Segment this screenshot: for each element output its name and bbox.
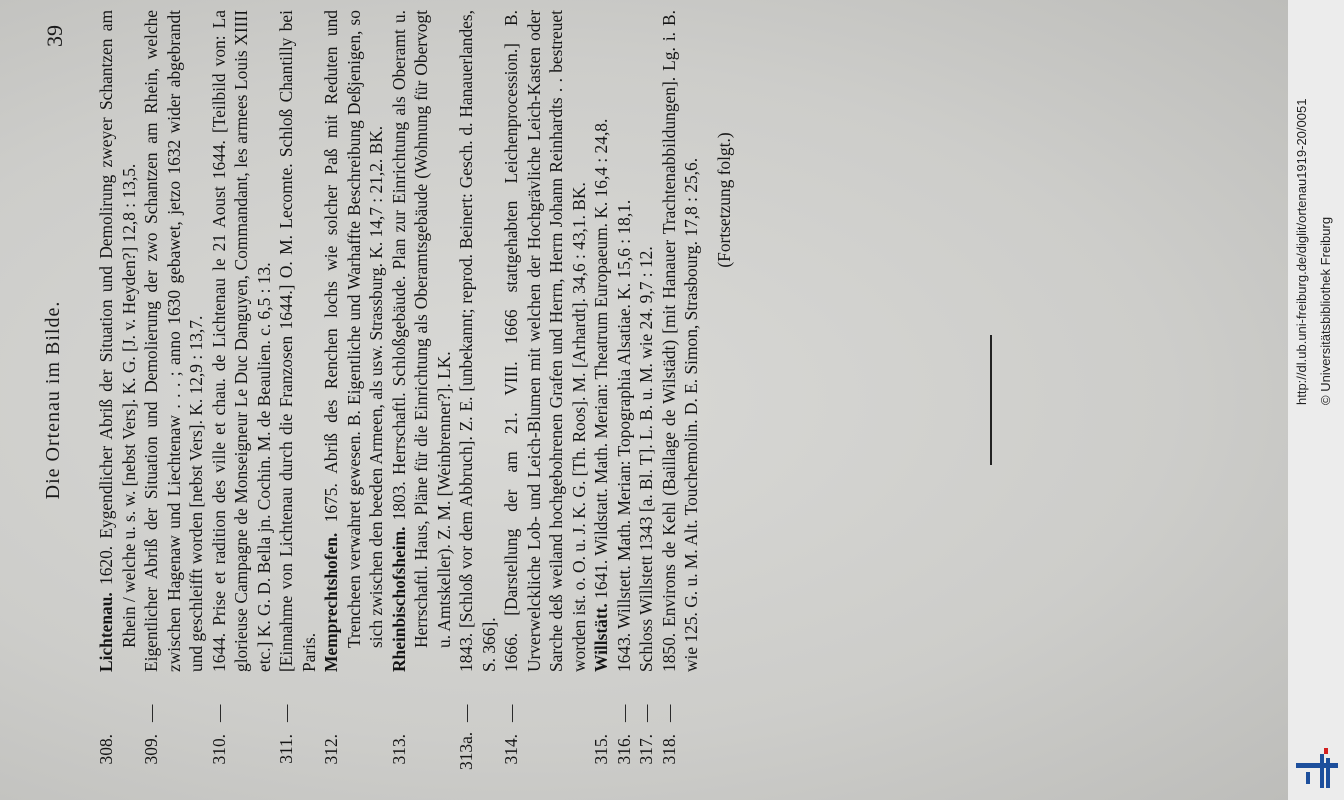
entry-text [95, 10, 140, 672]
entry-number: 313a. [456, 731, 476, 770]
page-header [42, 0, 82, 800]
catalog-entry [208, 10, 276, 770]
entry-text [275, 10, 320, 672]
entry-description: Eigentlicher Abriß der Situation und Demolierung der zwo Schantzen am Rhein, welche zwischen Hagenaw und Liechtenaw . . . ; anno 1630 gebawet, jetzo 1632 wider abgebrandt und geschleifft worden [nebst Vers]. K. 12,9 : 13,7. [141, 10, 206, 672]
catalog-entry [275, 10, 320, 770]
entry-text [208, 10, 276, 672]
library-logo-icon [1296, 748, 1338, 790]
entry-text [613, 10, 636, 672]
entry-text [500, 10, 590, 672]
entry-number: 311. [276, 734, 296, 764]
entry-text [388, 9, 456, 672]
entry-description: 1666. [Darstellung der am 21. VIII. 1666 stattgehabten Leichenprocession.] B. Urverwelckliche Lob- und Leich-Blumen mit welchen der Hochgrävliche Leich-Kasten oder Sarche deß weiland hochgebohrenen Grafen und Herrn, Herrn Johann Reinhardts . . bestreuet worden ist. o. O. u. J. K. G. [Th. Roos]. M. [Arhardt]. 34,6 : 43,1. BK. [501, 10, 589, 672]
place-name: Lichtenau. [96, 592, 116, 672]
entry-number: 316. [613, 734, 634, 765]
catalog-entry [590, 10, 613, 770]
entry-dash: — [613, 704, 634, 722]
entry-description: Schloss Willstett 1343 [a. Bl. T]. L. B. u. M. wie 24. 9,7 : 12. [636, 246, 656, 672]
entry-dash: — [208, 704, 229, 722]
source-url[interactable]: http://dl.ub.uni-freiburg.de/diglit/ortenau1919-20/0051 [1294, 98, 1309, 405]
entry-number: 309. [141, 734, 161, 765]
entry-description: 1803. Herrschaftl. Schloßgebäude. Plan zur Einrichtung als Oberamt u. Herrschaftl. Haus, Pläne für die Einrichtung als Oberamtsgebäude (Wohnung für Obervogt u. Amtskeller). Z. M. [Weinbrenner?]. LK. [388, 9, 454, 648]
page-number: 39 [42, 25, 67, 47]
continuation-note: (Fortsetzung folgt.) [713, 132, 734, 268]
entry-description: 1641. Wildstatt. Math. Merian: Theatrum Europaeum. K. 16,4 : 24,8. [591, 118, 611, 599]
place-name: Rheinbischofsheim. [388, 526, 409, 672]
entry-text [320, 10, 388, 672]
entry-description: 1620. Eygendlicher Abriß der Situation und Demolirung zweyer Schantzen am Rhein / welche u. s. w. [nebst Vers]. K. G. [J. v. Heyden?] 12,8 : 13,5. [96, 10, 139, 648]
entry-description: 1644. Prise et radition des ville et chau. de Lichtenau le 21 Aoust 1644. [Teilbild von: La glorieuse Campagne de Monseigneur Le Duc Danguyen, Commandant, les armees Louis XIIII etc.] K. G. D. Bella jn. Cochin. M. de Beaulien. c. 6,5 : 13. [208, 10, 274, 672]
catalog-entries [95, 10, 735, 770]
catalog-entry [658, 10, 703, 770]
entry-description: 1643. Willstett. Math. Merian: Topographia Alsatiae. K. 15,6 : 18,1. [613, 199, 634, 672]
entry-dash: — [636, 704, 656, 722]
entry-text [635, 10, 658, 672]
section-divider [990, 335, 992, 465]
entry-number: 312. [321, 734, 341, 765]
entry-text [140, 10, 208, 672]
entry-dash: — [276, 704, 296, 722]
catalog-entry [635, 10, 658, 770]
entry-number: 308. [96, 734, 116, 765]
entry-text [590, 10, 613, 672]
entry-dash: — [456, 704, 476, 722]
entry-number: 317. [636, 734, 656, 765]
entry-text [658, 10, 703, 672]
entry-number: 310. [208, 734, 229, 765]
catalog-entry [613, 10, 636, 770]
entry-dash: — [658, 704, 679, 722]
entry-number: 315. [591, 734, 611, 765]
entry-number: 313. [388, 734, 409, 765]
sidebar-text [1288, 0, 1344, 800]
catalog-entry [388, 10, 456, 770]
entry-dash: — [141, 704, 161, 722]
entry-text [455, 10, 500, 672]
entry-number: 318. [658, 734, 679, 765]
catalog-entry [320, 10, 388, 770]
place-name: Willstätt. [591, 603, 611, 672]
entry-description: [Einnahme von Lichtenau durch die Franzosen 1644.] O. M. Lecomte. Schloß Chantilly bei Paris. [276, 10, 319, 672]
entry-number: 314. [501, 734, 521, 765]
entry-dash: — [501, 704, 521, 722]
copyright-notice: © Universitätsbibliothek Freiburg [1318, 216, 1333, 405]
catalog-entry [95, 10, 140, 770]
running-title: Die Ortenau im Bilde. [42, 300, 64, 500]
entry-description: 1843. [Schloß vor dem Abbruch]. Z. E. [unbekannt; reprod. Beinert: Gesch. d. Hanauerlandes, S. 366]. [456, 10, 499, 672]
viewer-sidebar [1288, 0, 1344, 800]
catalog-entry [140, 10, 208, 770]
catalog-entry [500, 10, 590, 770]
entry-description: 1675. Abriß des Renchen lochs wie solcher Paß mit Reduten und Trencheen verwahret gewesen. B. Eigentliche und Warhaffte Beschreibung Deßjenigen, so sich zwischen den beeden Armeen, als usw. Strassburg. K. 14,7 : 21,2. BK. [321, 10, 386, 648]
catalog-entry [455, 10, 500, 770]
entry-description: 1850. Environs de Kehl (Baillage de Wilstädt) [mit Hanauer Trachtenabbildungen]. Lg. i. B. wie 125. G. u. M. Alt. Touchemolin. D. E. Simon, Strasbourg. 17,8 : 25,6. [658, 10, 701, 672]
place-name: Memprechtshofen. [321, 532, 341, 672]
